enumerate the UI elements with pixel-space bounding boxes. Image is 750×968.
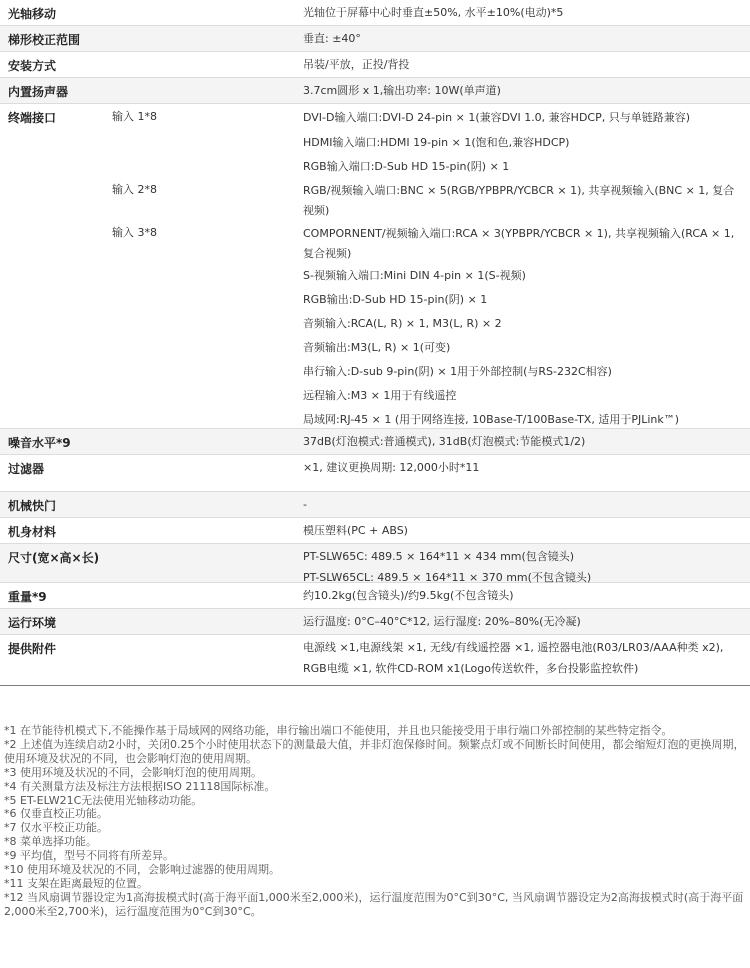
footnote: *9 平均值，型号不同将有所差异。 [4, 849, 174, 863]
footnote: *12 当风扇调节器设定为1高海拔模式时(高于海平面1,000米至2,000米)，运行温度范围为0°C到30°C, 当风扇调节器设定为2高海拔模式时(高于海平面2,000米至2,700米)，运行温度范围为0°C到30°C。 [4, 890, 744, 918]
footnote: *3 使用环境及状况的不同，会影响灯泡的使用周期。 [4, 765, 262, 779]
port-value: 音频输出:M3(L, R) × 1(可变) [303, 341, 451, 354]
footnote: *8 菜单选择功能。 [4, 835, 97, 849]
spec-value-line: PT-SLW65CL: 489.5 × 164*11 × 370 mm(不包含镜头) [303, 571, 592, 584]
spec-value-line: 37dB(灯泡模式:普通模式), 31dB(灯泡模式:节能模式1/2) [303, 435, 586, 448]
spec-value [303, 55, 743, 75]
footnote: *4 有关测量方法及标注方法根据ISO 21118国际标准。 [4, 779, 276, 793]
spec-row [0, 0, 750, 26]
spec-label: 梯形校正范围 [8, 33, 81, 47]
port-row [0, 358, 750, 382]
port-row [0, 177, 750, 221]
spec-row [0, 518, 750, 544]
spec-value-line: 3.7cm圆形 x 1,输出功率: 10W(单声道) [303, 84, 501, 97]
port-row [0, 310, 750, 334]
port-row [0, 286, 750, 310]
footnote: *6 仅垂直校正功能。 [4, 807, 108, 821]
spec-label: 提供附件 [8, 642, 57, 656]
spec-value [303, 586, 743, 606]
spec-label: 内置扬声器 [8, 85, 69, 99]
spec-row [0, 544, 750, 583]
port-value: 局域网:RJ-45 × 1 (用于网络连接, 10Base-T/100Base-TX, 适用于PJLink™) [303, 413, 680, 426]
spec-row [0, 635, 750, 686]
spec-value-line: RGB电缆 ×1, 软件CD-ROM x1(Logo传送软件，多台投影监控软件) [303, 662, 639, 675]
spec-row [0, 26, 750, 52]
footnote: *2 上述值为连续启动2小时，关闭0.25个小时使用状态下的测量最大值，并非灯泡保修时间。频繁点灯或不间断长时间使用，都会缩短灯泡的更换周期，使用环境及状况的不同，也会影响灯泡的使用周期。 [4, 737, 745, 765]
port-value: HDMI输入端口:HDMI 19-pin × 1(饱和色,兼容HDCP) [303, 135, 570, 149]
port-row [0, 104, 750, 129]
port-value: RGB输出:D-Sub HD 15-pin(阴) × 1 [303, 293, 488, 306]
port-row [0, 129, 750, 154]
footnote: *7 仅水平校正功能。 [4, 821, 108, 835]
spec-label: 过滤器 [8, 462, 45, 476]
spec-label: 光轴移动 [8, 7, 57, 21]
port-value: RGB/视频输入端口:BNC × 5(RGB/YPBPR/YCBCR × 1), 共享视频输入(BNC × 1, 复合视频) [303, 183, 735, 217]
port-group-label: 输入 1*8 [112, 110, 157, 123]
spec-value-line: 电源线 ×1,电源线架 ×1, 无线/有线遥控器 ×1, 遥控器电池(R03/LR03/AAA种类 x2), [303, 641, 724, 654]
footnote: *5 ET-ELW21C无法使用光轴移动功能。 [4, 793, 203, 807]
spec-row [0, 104, 750, 429]
port-row [0, 220, 750, 262]
spec-value [303, 3, 743, 23]
spec-label: 运行环境 [8, 616, 57, 630]
spec-row [0, 429, 750, 455]
port-row [0, 153, 750, 177]
port-value: 远程输入:M3 × 1用于有线遥控 [303, 389, 457, 402]
spec-value-line: ×1, 建议更换周期: 12,000小时*11 [303, 461, 480, 474]
spec-value-line: 吊装/平放，正投/背投 [303, 58, 410, 71]
footnote: *10 使用环境及状况的不同，会影响过滤器的使用周期。 [4, 863, 280, 877]
spec-row [0, 583, 750, 609]
port-value: S-视频输入端口:Mini DIN 4-pin × 1(S-视频) [303, 269, 526, 282]
spec-value-line: 约10.2kg(包含镜头)/约9.5kg(不包含镜头) [303, 589, 514, 602]
spec-value-line: 垂直: ±40° [303, 32, 361, 45]
spec-row [0, 52, 750, 78]
spec-value-line: - [303, 498, 307, 511]
footnote: *11 支架在距离最短的位置。 [4, 876, 148, 890]
footnotes [4, 724, 746, 919]
spec-label: 噪音水平*9 [8, 436, 71, 450]
spec-value [303, 432, 743, 452]
spec-label: 终端接口 [8, 111, 57, 125]
port-row [0, 406, 750, 430]
spec-value [303, 612, 743, 632]
spec-value [303, 29, 743, 49]
spec-row [0, 492, 750, 518]
spec-label: 安装方式 [8, 59, 57, 73]
port-group-label: 输入 2*8 [112, 182, 157, 196]
spec-row [0, 455, 750, 492]
spec-value [303, 547, 743, 588]
spec-value [303, 521, 743, 541]
spec-label: 机身材料 [8, 525, 57, 539]
port-row [0, 334, 750, 358]
spec-label: 重量*9 [8, 590, 47, 604]
spec-label: 尺寸(宽×高×长) [8, 551, 100, 565]
spec-value-line: 运行温度: 0°C–40°C*12, 运行湿度: 20%–80%(无冷凝) [303, 615, 581, 628]
port-group-label: 输入 3*8 [112, 226, 157, 239]
spec-value [303, 458, 743, 478]
spec-label: 机械快门 [8, 499, 57, 513]
port-value: 串行输入:D-sub 9-pin(阴) × 1用于外部控制(与RS-232C相容) [303, 365, 612, 378]
spec-value-line: 模压塑料(PC + ABS) [303, 524, 408, 537]
spec-value [303, 638, 743, 679]
spec-value [303, 495, 743, 515]
port-value: DVI-D输入端口:DVI-D 24-pin × 1(兼容DVI 1.0, 兼容HDCP, 只与单链路兼容) [303, 111, 691, 124]
spec-value [303, 81, 743, 101]
port-value: RGB输入端口:D-Sub HD 15-pin(阴) × 1 [303, 160, 510, 173]
spec-row [0, 78, 750, 104]
port-value: COMPORNENT/视频输入端口:RCA × 3(YPBPR/YCBCR × 1), 共享视频输入(RCA × 1, 复合视频) [303, 227, 735, 260]
port-value: 音频输入:RCA(L, R) × 1, M3(L, R) × 2 [303, 317, 502, 330]
port-row [0, 262, 750, 286]
footnote: *1 在节能待机模式下,不能操作基于局域网的网络功能，串行输出端口不能使用，并且也只能接受用于串行端口外部控制的某些特定指令。 [4, 724, 673, 737]
spec-value-line: 光轴位于屏幕中心时垂直±50%, 水平±10%(电动)*5 [303, 6, 564, 19]
port-row [0, 382, 750, 406]
spec-row [0, 609, 750, 635]
spec-value-line: PT-SLW65C: 489.5 × 164*11 × 434 mm(包含镜头) [303, 550, 575, 563]
